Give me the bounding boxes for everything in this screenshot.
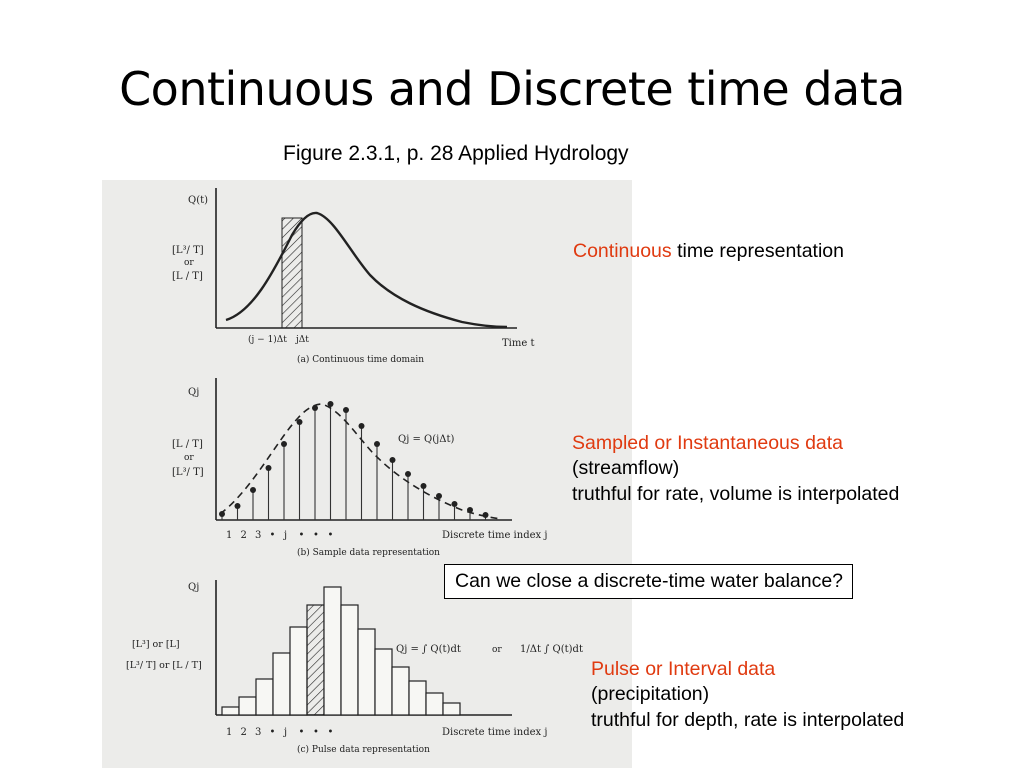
- panel-c-y-label: Qj: [188, 582, 200, 593]
- figure-caption: Figure 2.3.1, p. 28 Applied Hydrology: [283, 142, 629, 165]
- sample-point: [390, 457, 396, 463]
- sample-point: [312, 405, 318, 411]
- note-pulse-line3: truthful for depth, rate is interpolated: [591, 708, 905, 731]
- pulse-bar: [324, 587, 341, 715]
- panel-b-units-1: [L / T]: [172, 439, 203, 450]
- panel-b-units-or: or: [184, 453, 194, 463]
- sample-point: [250, 487, 256, 493]
- index-label: •: [327, 530, 334, 541]
- sample-point: [452, 501, 458, 507]
- index-label: j: [284, 530, 288, 541]
- panel-c-units-1: [L³] or [L]: [132, 639, 180, 650]
- sample-point: [235, 503, 241, 509]
- hydrology-figure-scan: [102, 180, 632, 768]
- note-sampled-highlight: Sampled or Instantaneous data: [572, 432, 844, 454]
- index-label: 3: [255, 727, 262, 738]
- note-pulse-line2: (precipitation): [591, 683, 710, 706]
- panel-a-tick-1: (j − 1)Δt: [248, 335, 287, 345]
- pulse-bar: [375, 649, 392, 715]
- slide-title: Continuous and Discrete time data: [119, 62, 905, 116]
- panel-c-units-2: [L³/ T] or [L / T]: [126, 660, 202, 671]
- pulse-bar: [443, 703, 460, 715]
- index-label: 3: [255, 530, 262, 541]
- pulse-bar: [222, 707, 239, 715]
- index-label: •: [298, 530, 305, 541]
- index-label: •: [269, 530, 276, 541]
- panel-b-units-2: [L³/ T]: [172, 467, 204, 478]
- note-pulse-highlight: Pulse or Interval data: [591, 658, 776, 680]
- pulse-bar: [358, 629, 375, 715]
- pulse-bar: [290, 627, 307, 715]
- pulse-bar: [307, 605, 324, 715]
- question-box: Can we close a discrete-time water balance?: [444, 564, 853, 599]
- sample-point: [297, 419, 303, 425]
- pulse-bar: [409, 681, 426, 715]
- sample-point: [281, 441, 287, 447]
- sample-point: [343, 407, 349, 413]
- panel-c-equation-2: 1/Δt ∫ Q(t)dt: [520, 644, 583, 655]
- note-continuous: [573, 239, 844, 264]
- index-label: 1: [226, 530, 233, 541]
- pulse-bar: [256, 679, 273, 715]
- panel-c-caption: (c) Pulse data representation: [297, 745, 430, 755]
- index-label: j: [284, 727, 288, 738]
- note-sampled: [572, 431, 899, 507]
- note-continuous-rest: time representation: [671, 240, 844, 262]
- pulse-bar: [239, 697, 256, 715]
- sample-point: [374, 441, 380, 447]
- panel-a-caption: (a) Continuous time domain: [297, 355, 425, 365]
- note-sampled-line3: truthful for rate, volume is interpolated: [572, 482, 900, 505]
- panel-c-equation-1: Qj = ∫ Q(t)dt: [396, 644, 461, 655]
- note-pulse: [591, 657, 904, 733]
- pulse-bar: [273, 653, 290, 715]
- index-label: 2: [240, 530, 247, 541]
- panel-a-tick-2: jΔt: [296, 335, 309, 345]
- sample-point: [467, 507, 473, 513]
- sample-point: [359, 423, 365, 429]
- pulse-bar: [392, 667, 409, 715]
- panel-a-units-1: [L³/ T]: [172, 245, 204, 256]
- panel-a-units-or: or: [184, 258, 194, 268]
- index-label: •: [269, 727, 276, 738]
- panel-b-x-label: Discrete time index j: [442, 530, 548, 541]
- pulse-bar: [426, 693, 443, 715]
- sample-point: [421, 483, 427, 489]
- index-label: •: [313, 530, 319, 541]
- sample-point: [219, 511, 225, 517]
- note-sampled-line2: (streamflow): [572, 457, 680, 480]
- sample-point: [483, 512, 489, 518]
- note-continuous-highlight: Continuous: [573, 240, 672, 262]
- panel-a-units-2: [L / T]: [172, 271, 203, 282]
- pulse-bar: [341, 605, 358, 715]
- panel-b-caption: (b) Sample data representation: [297, 548, 440, 558]
- panel-c-equation-or: or: [492, 645, 502, 655]
- index-label: 2: [240, 727, 247, 738]
- panel-b-y-label: Qj: [188, 387, 200, 398]
- index-label: 1: [226, 727, 233, 738]
- sample-point: [405, 471, 411, 477]
- index-label: •: [313, 727, 319, 738]
- sample-point: [328, 401, 334, 407]
- sample-point: [436, 493, 442, 499]
- panel-a-y-label: Q(t): [188, 195, 209, 206]
- index-label: •: [298, 727, 305, 738]
- panel-b-equation: Qj = Q(jΔt): [398, 434, 455, 445]
- panel-a-x-label: Time t: [502, 338, 535, 349]
- index-label: •: [327, 727, 334, 738]
- sample-point: [266, 465, 272, 471]
- panel-c-x-label: Discrete time index j: [442, 727, 548, 738]
